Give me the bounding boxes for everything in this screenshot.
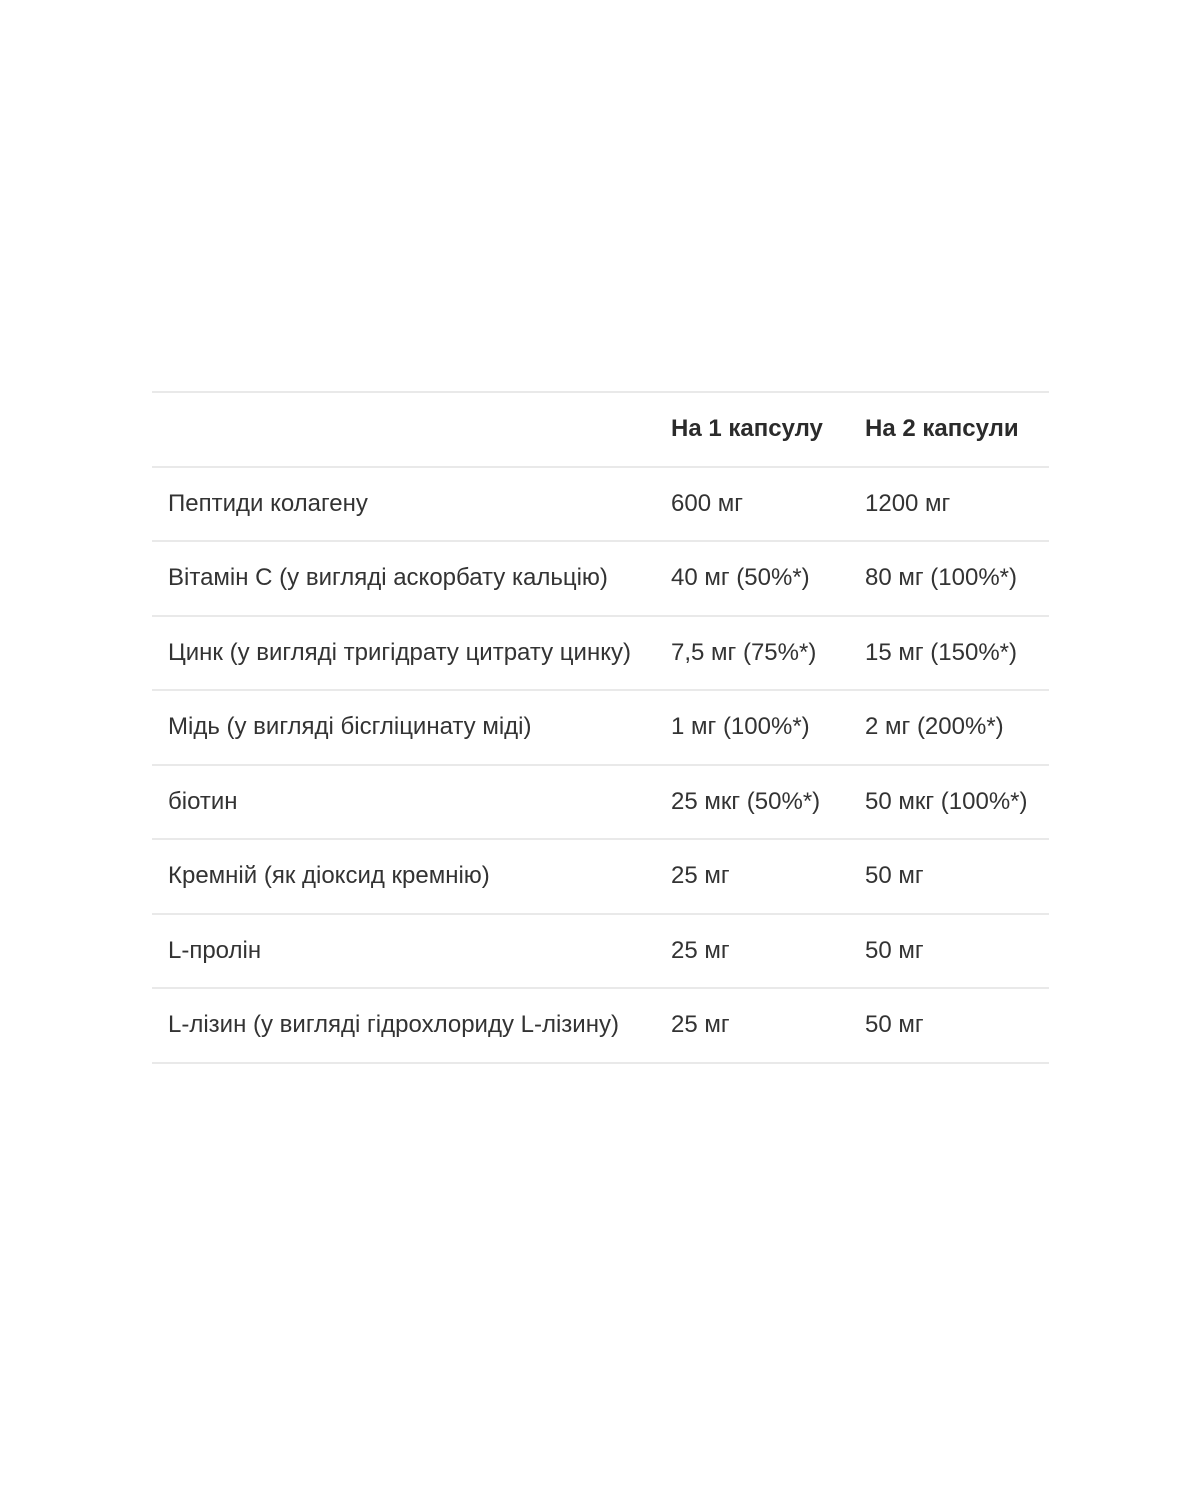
amount-per-1-capsule: 600 мг <box>671 489 743 517</box>
table-row <box>152 690 1049 765</box>
ingredient-name: Мідь (у вигляді бісгліцинату міді) <box>168 713 532 741</box>
amount-per-1-capsule: 25 мкг (50%*) <box>671 787 821 815</box>
table-row <box>152 467 1049 542</box>
nutrition-table <box>152 391 1049 1064</box>
ingredient-name: біотин <box>168 787 238 815</box>
amount-per-1-capsule: 25 мг <box>671 936 730 964</box>
amount-per-1-capsule: 7,5 мг (75%*) <box>671 638 817 666</box>
amount-per-2-capsules: 50 мг <box>865 862 924 890</box>
amount-per-2-capsules: 50 мкг (100%*) <box>865 787 1028 815</box>
ingredient-name: L-лізин (у вигляді гідрохлориду L-лізину) <box>168 1011 619 1039</box>
table-row <box>152 988 1049 1063</box>
table-row <box>152 541 1049 616</box>
amount-per-1-capsule: 1 мг (100%*) <box>671 713 810 741</box>
amount-per-1-capsule: 25 мг <box>671 862 730 890</box>
table-row <box>152 839 1049 914</box>
header-per-2-capsules: На 2 капсули <box>865 415 1019 443</box>
header-per-1-capsule: На 1 капсулу <box>671 415 823 443</box>
nutrition-table-container <box>152 391 1049 1064</box>
table-row <box>152 914 1049 989</box>
amount-per-2-capsules: 50 мг <box>865 936 924 964</box>
header-ingredient <box>152 392 655 467</box>
amount-per-2-capsules: 1200 мг <box>865 489 951 517</box>
ingredient-name: Кремній (як діоксид кремнію) <box>168 862 490 890</box>
amount-per-2-capsules: 15 мг (150%*) <box>865 638 1017 666</box>
ingredient-name: L-пролін <box>168 936 262 964</box>
amount-per-2-capsules: 2 мг (200%*) <box>865 713 1004 741</box>
ingredient-name: Вітамін С (у вигляді аскорбату кальцію) <box>168 564 608 592</box>
amount-per-2-capsules: 50 мг <box>865 1011 924 1039</box>
table-row <box>152 616 1049 691</box>
ingredient-name: Пептиди колагену <box>168 489 368 517</box>
amount-per-2-capsules: 80 мг (100%*) <box>865 564 1017 592</box>
ingredient-name: Цинк (у вигляді тригідрату цитрату цинку) <box>168 638 631 666</box>
amount-per-1-capsule: 40 мг (50%*) <box>671 564 810 592</box>
table-header-row <box>152 392 1049 467</box>
amount-per-1-capsule: 25 мг <box>671 1011 730 1039</box>
table-row <box>152 765 1049 840</box>
